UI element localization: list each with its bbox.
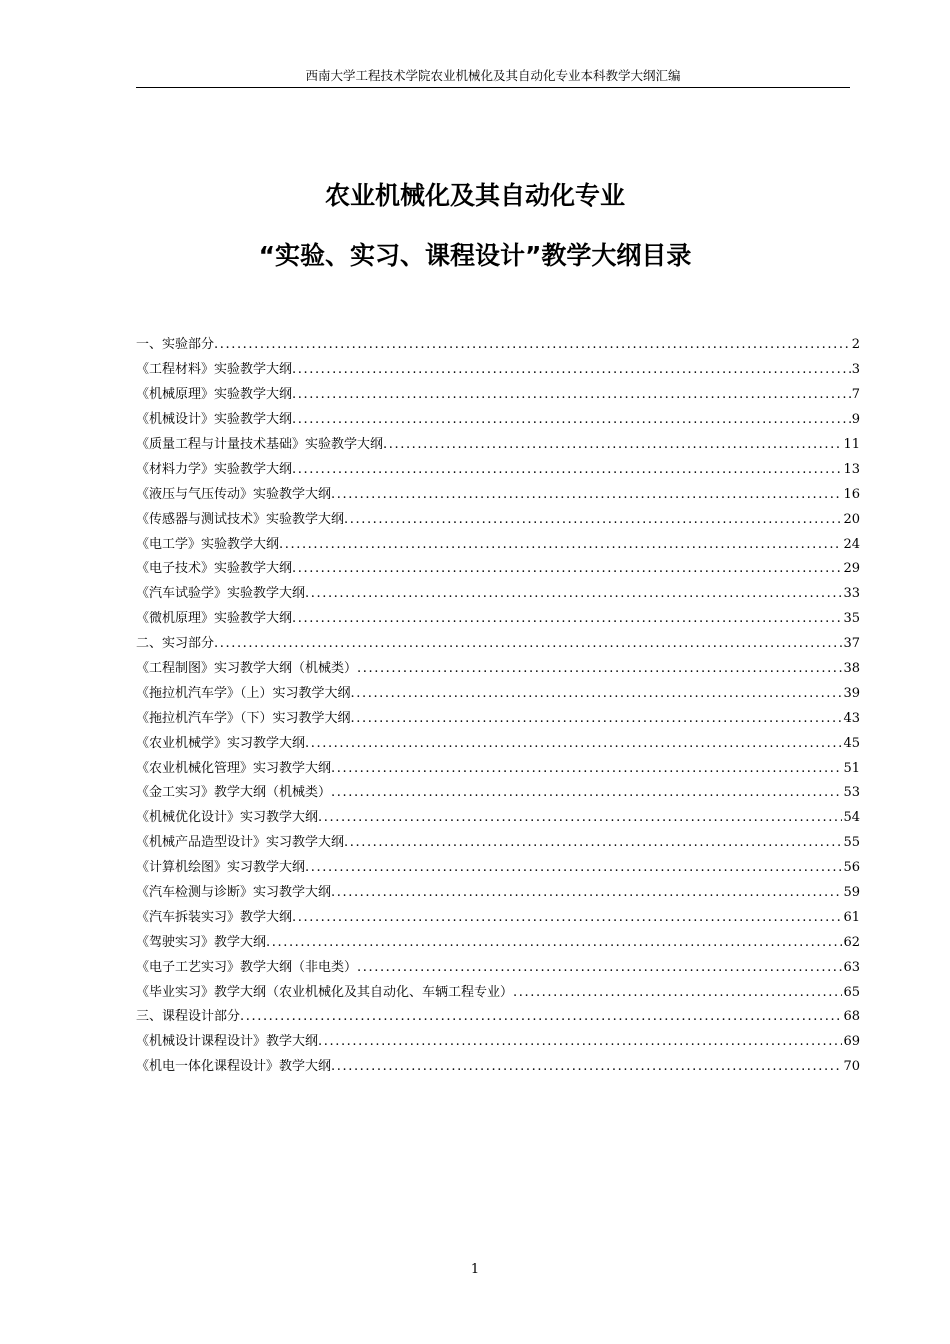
toc-entry[interactable] [136,706,860,731]
toc-entry-title: 《机械优化设计》实习教学大纲 [136,810,319,826]
toc-entry[interactable] [136,557,860,582]
toc-entry-page: 45 [843,735,860,751]
toc-entry[interactable] [136,1030,860,1055]
toc-entry[interactable] [136,831,860,856]
toc-entry-page: 35 [843,611,860,627]
toc-entry-page: 3 [851,362,860,378]
toc-entry-page: 53 [843,785,860,801]
toc-entry-title: 《汽车拆装实习》教学大纲 [136,909,293,925]
toc-dot-leader [292,909,842,927]
toc-dot-leader [305,859,842,877]
toc-entry[interactable] [136,632,860,657]
toc-entry-title: 《拖拉机汽车学》（下）实习教学大纲 [136,710,351,726]
toc-entry-title: 《拖拉机汽车学》（上）实习教学大纲 [136,685,351,701]
toc-entry-title: 《毕业实习》教学大纲（农业机械化及其自动化、车辆工程专业） [136,984,514,1000]
toc-entry-title: 《机械原理》实验教学大纲 [136,387,293,403]
toc-entry[interactable] [136,482,860,507]
toc-entry[interactable] [136,806,860,831]
toc-entry-page: 55 [843,835,860,851]
toc-dot-leader [318,809,842,827]
toc-entry-title: 《机电一体化课程设计》教学大纲 [136,1059,332,1075]
toc-entry-page: 29 [843,561,860,577]
toc-dot-leader [292,411,851,429]
toc-entry-title: 《电工学》实验教学大纲 [136,536,280,552]
toc-entry[interactable] [136,507,860,532]
toc-entry-page: 69 [843,1034,860,1050]
toc-entry[interactable] [136,930,860,955]
table-of-contents [136,333,860,1080]
toc-entry-page: 56 [843,860,860,876]
toc-entry-page: 59 [843,885,860,901]
toc-entry-page: 54 [843,810,860,826]
toc-dot-leader [344,511,842,529]
toc-entry[interactable] [136,433,860,458]
toc-dot-leader [331,486,842,504]
toc-dot-leader [214,635,842,653]
toc-entry-page: 20 [843,511,860,527]
toc-entry-page: 38 [843,661,860,677]
toc-entry-title: 《金工实习》教学大纲（机械类） [136,785,332,801]
toc-dot-leader [344,834,842,852]
toc-dot-leader [351,685,843,703]
toc-entry[interactable] [136,607,860,632]
toc-entry[interactable] [136,955,860,980]
toc-entry-title: 《传感器与测试技术》实验教学大纲 [136,511,345,527]
toc-entry[interactable] [136,408,860,433]
toc-entry[interactable] [136,881,860,906]
toc-dot-leader [292,610,842,628]
toc-entry[interactable] [136,333,860,358]
toc-entry-page: 2 [851,337,860,353]
toc-entry-title: 《电子工艺实习》教学大纲（非电类） [136,959,358,975]
toc-entry[interactable] [136,532,860,557]
toc-entry-title: 二、实习部分 [136,636,215,652]
toc-dot-leader [292,361,851,379]
toc-entry-title: 《机械设计课程设计》教学大纲 [136,1034,319,1050]
toc-entry-title: 《汽车试验学》实验教学大纲 [136,586,306,602]
toc-entry-title: 《电子技术》实验教学大纲 [136,561,293,577]
document-title-line2: “实验、实习、课程设计”教学大纲目录 [258,241,692,270]
toc-entry-page: 13 [843,461,860,477]
toc-entry-page: 39 [843,685,860,701]
toc-entry-page: 9 [851,412,860,428]
toc-dot-leader [292,461,842,479]
toc-entry-title: 三、课程设计部分 [136,1009,241,1025]
toc-dot-leader [305,735,842,753]
toc-dot-leader [279,536,842,554]
toc-entry[interactable] [136,756,860,781]
toc-entry-page: 33 [843,586,860,602]
toc-entry-page: 63 [843,959,860,975]
toc-entry-page: 37 [843,636,860,652]
header-rule [136,87,850,88]
toc-dot-leader [357,959,842,977]
toc-entry[interactable] [136,358,860,383]
toc-dot-leader [240,1008,842,1026]
toc-entry[interactable] [136,582,860,607]
document-title-line1: 农业机械化及其自动化专业 [324,181,625,210]
toc-entry[interactable] [136,681,860,706]
toc-entry-title: 《工程制图》实习教学大纲（机械类） [136,661,358,677]
toc-entry[interactable] [136,731,860,756]
toc-dot-leader [331,760,842,778]
toc-entry-page: 68 [843,1009,860,1025]
toc-entry-title: 《汽车检测与诊断》实习教学大纲 [136,885,332,901]
toc-entry[interactable] [136,1055,860,1080]
toc-dot-leader [266,934,842,952]
toc-entry-page: 65 [843,984,860,1000]
toc-entry-page: 51 [843,760,860,776]
toc-dot-leader [357,660,842,678]
toc-dot-leader [513,984,842,1002]
toc-dot-leader [214,336,851,354]
toc-dot-leader [305,585,842,603]
toc-entry-page: 61 [843,909,860,925]
toc-entry-page: 43 [843,710,860,726]
toc-entry-title: 《工程材料》实验教学大纲 [136,362,293,378]
toc-entry-title: 《机械产品造型设计》实习教学大纲 [136,835,345,851]
toc-entry-title: 《驾驶实习》教学大纲 [136,934,267,950]
toc-entry-title: 一、实验部分 [136,337,215,353]
toc-entry-page: 24 [843,536,860,552]
toc-dot-leader [351,710,843,728]
toc-entry-page: 70 [843,1059,860,1075]
toc-entry-title: 《质量工程与计量技术基础》实验教学大纲 [136,437,384,452]
toc-entry-title: 《机械设计》实验教学大纲 [136,412,293,428]
toc-entry-title: 《农业机械学》实习教学大纲 [136,735,306,751]
toc-entry-page: 62 [843,934,860,950]
toc-entry-title: 《农业机械化管理》实习教学大纲 [136,760,332,776]
page-number: 1 [470,1262,480,1277]
toc-entry[interactable] [136,856,860,881]
toc-dot-leader [331,1058,842,1076]
toc-entry[interactable] [136,657,860,682]
toc-entry-page: 16 [843,486,860,502]
toc-entry[interactable] [136,781,860,806]
toc-entry-title: 《计算机绘图》实习教学大纲 [136,860,306,876]
toc-dot-leader [292,386,851,404]
running-header: 西南大学工程技术学院农业机械化及其自动化专业本科教学大纲汇编 [305,68,681,83]
toc-entry[interactable] [136,980,860,1005]
toc-dot-leader [292,560,842,578]
toc-entry-title: 《液压与气压传动》实验教学大纲 [136,486,332,502]
toc-entry[interactable] [136,457,860,482]
toc-entry[interactable] [136,383,860,408]
toc-entry-page: 7 [851,387,860,403]
toc-entry[interactable] [136,905,860,930]
toc-entry-title: 《材料力学》实验教学大纲 [136,461,293,477]
toc-dot-leader [331,884,842,902]
toc-dot-leader [383,436,842,454]
toc-entry[interactable] [136,1005,860,1030]
toc-entry-title: 《微机原理》实验教学大纲 [136,611,293,627]
toc-dot-leader [331,784,842,802]
toc-entry-page: 11 [843,437,860,452]
toc-dot-leader [318,1033,842,1051]
